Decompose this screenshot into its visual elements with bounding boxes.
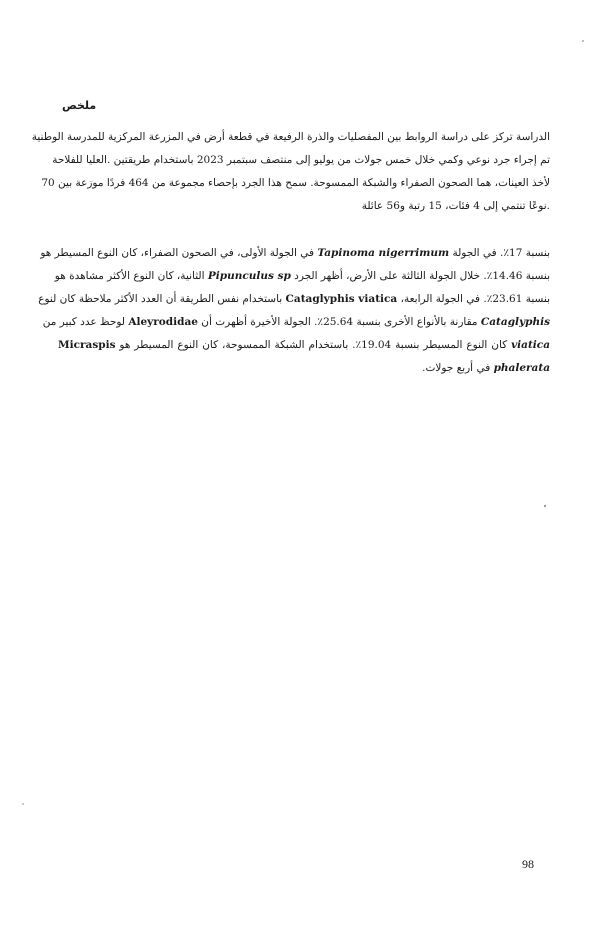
results-text: بنسبة 14.46٪. خلال الجولة الثالثة على الأرض، أظهر الجرد xyxy=(290,270,550,282)
summary-line: تم إجراء جرد نوعي وكمي خلال خمس جولات من يوليو إلى منتصف سبتمبر 2023 باستخدام طريقتين .العليا للفلاحة xyxy=(52,154,550,166)
results-text: في الجولة الأولى، في الصحون الصفراء، كان النوع المسيطر هو xyxy=(40,247,318,259)
results-text: بنسبة 23.61٪. في الجولة الرابعة، xyxy=(397,293,550,305)
scan-speck xyxy=(582,40,584,42)
results-text: باستخدام نفس الطريقة أن العدد الأكثر ملاحظة كان لنوع xyxy=(38,293,286,305)
scan-speck xyxy=(22,803,24,805)
results-line xyxy=(58,334,550,357)
summary-line: لأخذ العينات، هما الصحون الصفراء والشبكة الممسوحة. سمح هذا الجرد بإحصاء مجموعة من 464 فردًا موزعة بين 70 xyxy=(41,177,550,189)
species-name: phalerata xyxy=(493,362,550,374)
results-text: كان النوع المسيطر بنسبة 19.04٪. باستخدام الشبكة الممسوحة، كان النوع المسيطر هو xyxy=(115,339,512,351)
species-name: Pipunculus sp xyxy=(207,270,291,282)
results-line xyxy=(58,357,550,380)
results-line xyxy=(42,311,550,334)
summary-line: الدراسة تركز على دراسة الروابط بين المفصليات والذرة الرفيعة في قطعة أرض في المزرعة المركزية للمدرسة الوطنية xyxy=(31,131,550,143)
results-line xyxy=(40,242,550,265)
summary-heading: ملخص xyxy=(62,99,97,112)
results-text: بنسبة 17٪. في الجولة xyxy=(449,247,550,259)
species-name: Cataglyphis xyxy=(480,316,550,328)
page-number: 98 xyxy=(522,857,534,871)
summary-paragraph xyxy=(31,126,550,218)
summary-line: .نوعًا تنتمي إلى 4 فئات، 15 رتبة و56 عائلة xyxy=(361,200,550,212)
results-line xyxy=(54,265,550,288)
scan-speck xyxy=(544,505,546,507)
genus-name: Micraspis xyxy=(58,339,116,351)
species-name: viatica xyxy=(511,339,550,351)
results-text: الثانية، كان النوع الأكثر مشاهدة هو xyxy=(54,270,208,282)
species-name: Cataglyphis viatica xyxy=(285,293,398,305)
results-text: مقارنة بالأنواع الأخرى بنسبة 25.64٪. الجولة الأخيرة أظهرت أن xyxy=(197,316,481,328)
results-line xyxy=(38,288,550,311)
results-paragraph xyxy=(38,242,550,380)
family-name: Aleyrodidae xyxy=(128,316,198,328)
results-text: لوحظ عدد كبير من xyxy=(42,316,129,328)
species-name: Tapinoma nigerrimum xyxy=(317,247,450,259)
results-text: في أربع جولات. xyxy=(422,362,494,374)
